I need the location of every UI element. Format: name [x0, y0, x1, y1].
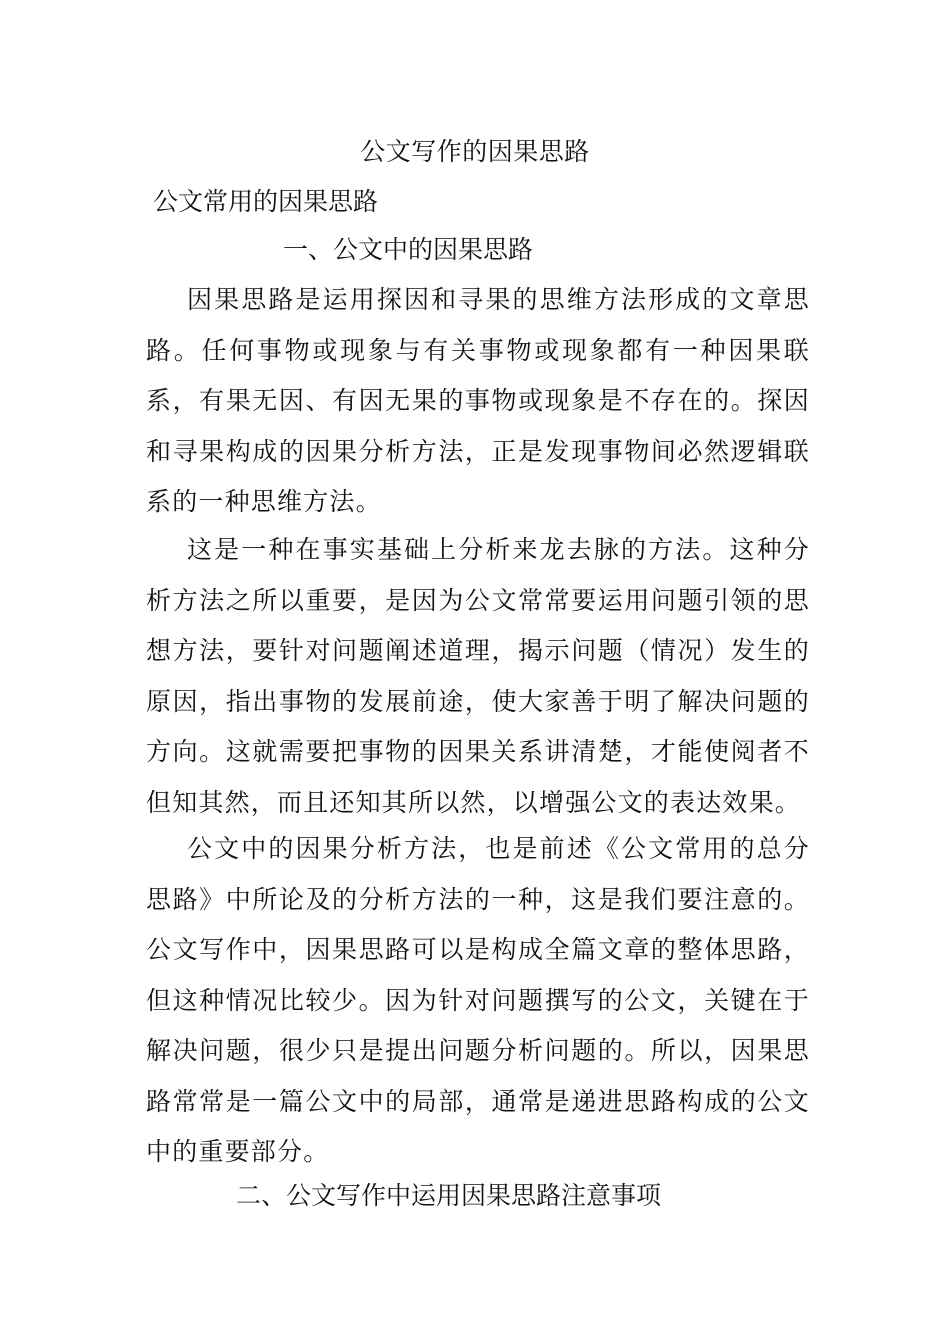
document-subtitle: 公文常用的因果思路 — [153, 187, 379, 216]
paragraph-2: 这是一种在事实基础上分析来龙去脉的方法。这种分析方法之所以重要，是因为公文常常要运用问题引领的思想方法，要针对问题阐述道理，揭示问题（情况）发生的原因，指出事物的发展前途，使大家善于明了解决问题的方向。这就需要把事物的因果关系讲清楚，才能使阅者不但知其然，而且还知其所以然，以增强公文的表达效果。 — [146, 535, 810, 817]
paragraph-1: 因果思路是运用探因和寻果的思维方法形成的文章思路。任何事物或现象与有关事物或现象都有一种因果联系，有果无因、有因无果的事物或现象是不存在的。探因和寻果构成的因果分析方法，正是发现事物间必然逻辑联系的一种思维方法。 — [146, 285, 810, 516]
section-heading-1: 一、公文中的因果思路 — [283, 235, 534, 264]
paragraph-3: 公文中的因果分析方法，也是前述《公文常用的总分思路》中所论及的分析方法的一种，这是我们要注意的。公文写作中，因果思路可以是构成全篇文章的整体思路，但这种情况比较少。因为针对问题撰写的公文，关键在于解决问题，很少只是提出问题分析问题的。所以，因果思路常常是一篇公文中的局部，通常是递进思路构成的公文中的重要部分。 — [146, 834, 810, 1166]
document-title: 公文写作的因果思路 — [360, 137, 590, 166]
section-heading-2: 二、公文写作中运用因果思路注意事项 — [236, 1181, 662, 1210]
